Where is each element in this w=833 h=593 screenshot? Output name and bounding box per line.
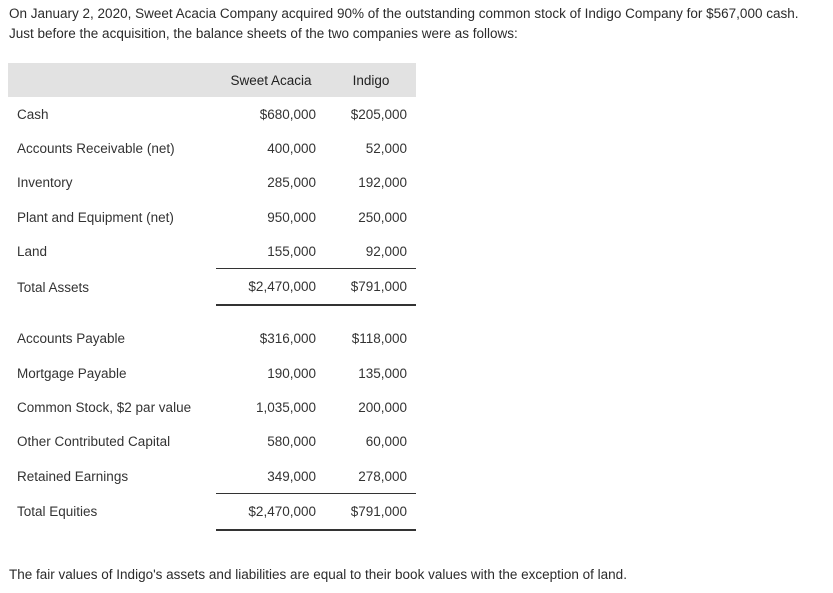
table-row <box>8 200 416 234</box>
row-label: Cash <box>17 106 49 122</box>
sweet-acacia-value: 1,035,000 <box>255 400 316 416</box>
indigo-value: 192,000 <box>358 175 407 191</box>
balance-sheet-table <box>8 63 416 531</box>
sweet-acacia-value: 190,000 <box>267 365 316 381</box>
indigo-value: 200,000 <box>358 400 407 416</box>
total-equities-row <box>8 493 416 530</box>
row-label: Other Contributed Capital <box>17 434 171 450</box>
header-label-column <box>8 63 216 97</box>
row-label: Land <box>17 243 48 259</box>
row-label: Mortgage Payable <box>17 365 127 381</box>
total-assets-sweet-acacia: $2,470,000 <box>216 268 326 305</box>
indigo-value: 60,000 <box>365 434 407 450</box>
footer-note: The fair values of Indigo's assets and liabilities are equal to their book values with the exception of land. <box>9 567 627 582</box>
table-row <box>8 97 416 131</box>
sweet-acacia-value: 580,000 <box>267 434 316 450</box>
row-label: Inventory <box>17 175 73 191</box>
indigo-value: $118,000 <box>351 331 407 347</box>
total-assets-label: Total Assets <box>17 279 90 295</box>
row-label: Plant and Equipment (net) <box>17 209 174 225</box>
row-label: Common Stock, $2 par value <box>17 400 192 416</box>
header-sweet-acacia: Sweet Acacia <box>216 63 326 97</box>
table-row <box>8 131 416 165</box>
table-header-row <box>8 63 416 97</box>
sweet-acacia-value: 400,000 <box>267 140 316 156</box>
table-row <box>8 459 416 493</box>
table-row <box>8 390 416 424</box>
row-label: Accounts Receivable (net) <box>17 140 175 156</box>
sweet-acacia-value: 349,000 <box>267 468 316 484</box>
indigo-value: 92,000 <box>365 243 407 259</box>
indigo-value: 135,000 <box>358 365 407 381</box>
total-assets-indigo: $791,000 <box>326 268 416 305</box>
row-label: Retained Earnings <box>17 468 129 484</box>
intro-line-1: On January 2, 2020, Sweet Acacia Company acquired 90% of the outstanding common stock of Indigo Company for $567,000 cash. <box>9 6 799 21</box>
total-equities-label: Total Equities <box>17 504 98 520</box>
total-assets-row <box>8 268 416 305</box>
table-row <box>8 166 416 200</box>
row-label: Accounts Payable <box>17 331 126 347</box>
total-equities-indigo: $791,000 <box>326 493 416 530</box>
header-indigo: Indigo <box>326 63 416 97</box>
section-spacer <box>8 306 416 322</box>
sweet-acacia-value: 155,000 <box>267 243 316 259</box>
indigo-value: 278,000 <box>358 468 407 484</box>
table-row <box>8 356 416 390</box>
problem-intro <box>9 4 829 44</box>
intro-line-2: Just before the acquisition, the balance sheets of the two companies were as follows: <box>9 26 518 41</box>
sweet-acacia-value: $316,000 <box>259 331 316 347</box>
indigo-value: 52,000 <box>365 140 407 156</box>
sweet-acacia-value: $680,000 <box>259 106 316 122</box>
sweet-acacia-value: 950,000 <box>267 209 316 225</box>
table-row <box>8 425 416 459</box>
indigo-value: 250,000 <box>358 209 407 225</box>
table-row <box>8 234 416 268</box>
table-row <box>8 322 416 356</box>
sweet-acacia-value: 285,000 <box>267 175 316 191</box>
indigo-value: $205,000 <box>350 106 407 122</box>
total-equities-sweet-acacia: $2,470,000 <box>216 493 326 530</box>
